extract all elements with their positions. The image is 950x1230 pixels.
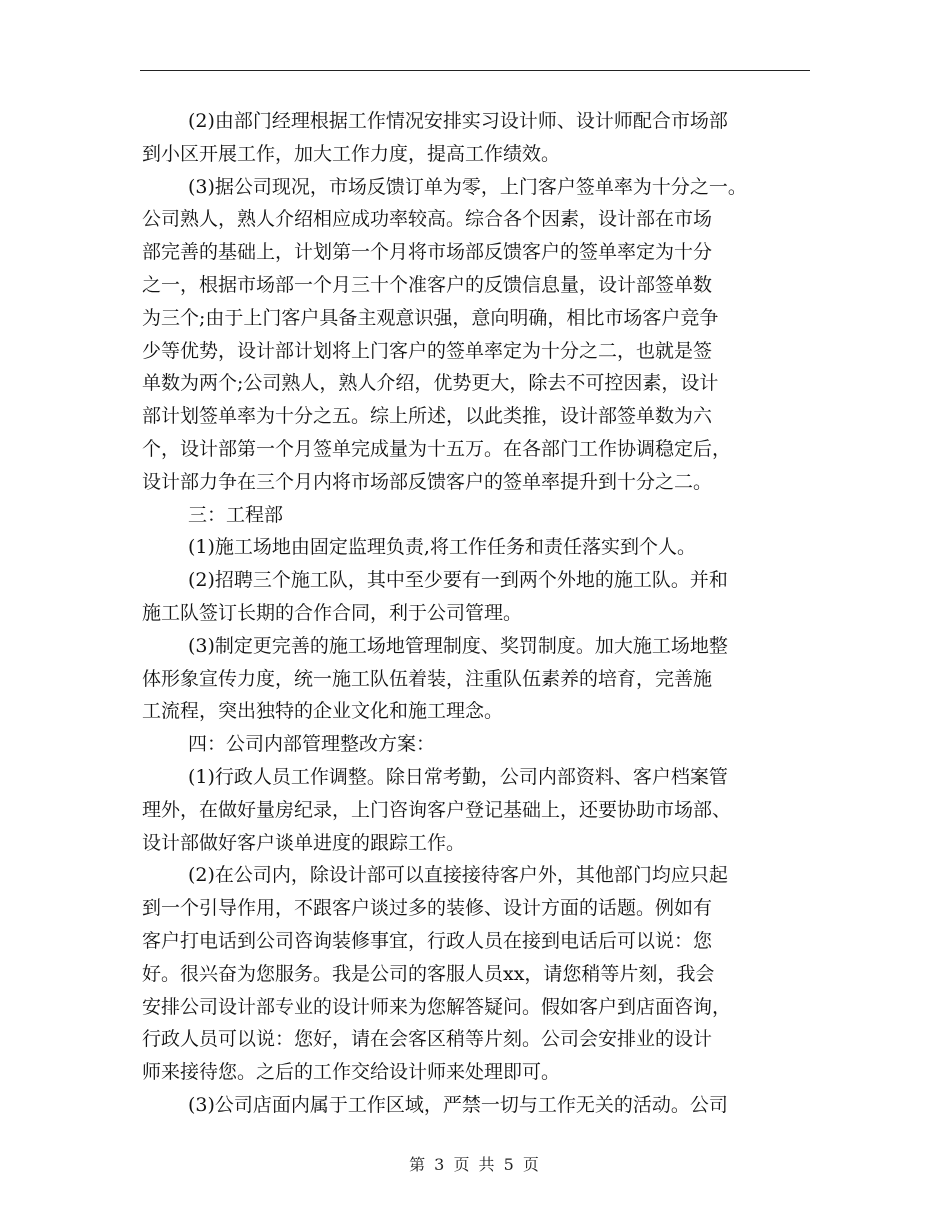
text-line: (1)施工场地由固定监理负责,将工作任务和责任落实到个人。 — [188, 536, 696, 559]
text-line: 部完善的基础上，计划第一个月将市场部反馈客户的签单率定为十分 — [142, 241, 713, 264]
page-footer: 第 3 页 共 5 页 — [409, 1155, 541, 1174]
text-line: 师来接待您。之后的工作交给设计师来处理即可。 — [142, 1061, 561, 1084]
text-line: 客户打电话到公司咨询装修事宜，行政人员在接到电话后可以说：您 — [142, 929, 713, 952]
body-text — [142, 105, 812, 1122]
text-line: 到一个引导作用，不跟客户谈过多的装修、设计方面的话题。例如有 — [142, 897, 713, 920]
text-line: 单数为两个;公司熟人，熟人介绍，优势更大，除去不可控因素，设计 — [142, 372, 719, 395]
text-line: 公司熟人，熟人介绍相应成功率较高。综合各个因素，设计部在市场 — [142, 208, 713, 231]
header-rule — [140, 70, 810, 71]
text-line: (1)行政人员工作调整。除日常考勤，公司内部资料、客户档案管 — [188, 765, 728, 788]
text-line: (3)据公司现况，市场反馈订单为零，上门客户签单率为十分之一。 — [188, 175, 747, 198]
text-line: 之一，根据市场部一个月三十个准客户的反馈信息量，设计部签单数 — [142, 273, 713, 296]
text-line: 理外，在做好量房纪录，上门咨询客户登记基础上，还要协助市场部、 — [142, 798, 732, 821]
text-line: (2)由部门经理根据工作情况安排实习设计师、设计师配合市场部 — [188, 110, 728, 132]
text-line: (2)招聘三个施工队，其中至少要有一到两个外地的施工队。并和 — [188, 569, 728, 592]
text-line: (3)公司店面内属于工作区域，严禁一切与工作无关的活动。公司 — [188, 1093, 728, 1116]
text-line: (2)在公司内，除设计部可以直接接待客户外，其他部门均应只起 — [188, 864, 728, 887]
text-line: 四：公司内部管理整改方案： — [188, 733, 436, 756]
text-line: 到小区开展工作，加大工作力度，提高工作绩效。 — [142, 142, 561, 165]
text-line: 少等优势，设计部计划将上门客户的签单率定为十分之二，也就是签 — [142, 339, 713, 362]
text-line: 行政人员可以说：您好，请在会客区稍等片刻。公司会安排业的设计 — [142, 1028, 713, 1051]
text-line: 安排公司设计部专业的设计师来为您解答疑问。假如客户到店面咨询， — [142, 995, 732, 1018]
text-line: 施工队签订长期的合作合同，利于公司管理。 — [142, 601, 523, 624]
text-line: 设计部做好客户谈单进度的跟踪工作。 — [142, 831, 466, 854]
text-line: 个，设计部第一个月签单完成量为十五万。在各部门工作协调稳定后， — [142, 437, 732, 460]
text-line: 设计部力争在三个月内将市场部反馈客户的签单率提升到十分之二。 — [142, 470, 713, 493]
text-line: 部计划签单率为十分之五。综上所述，以此类推，设计部签单数为六 — [142, 405, 713, 428]
text-line: (3)制定更完善的施工场地管理制度、奖罚制度。加大施工场地整 — [188, 634, 728, 657]
text-line: 三：工程部 — [188, 503, 284, 526]
text-line: 为三个;由于上门客户具备主观意识强，意向明确，相比市场客户竞争 — [142, 306, 719, 329]
text-line: 工流程，突出独特的企业文化和施工理念。 — [142, 700, 504, 723]
text-line: 好。很兴奋为您服务。我是公司的客服人员xx，请您稍等片刻，我会 — [142, 962, 715, 985]
text-line: 体形象宣传力度，统一施工队伍着装，注重队伍素养的培育，完善施 — [142, 667, 713, 690]
